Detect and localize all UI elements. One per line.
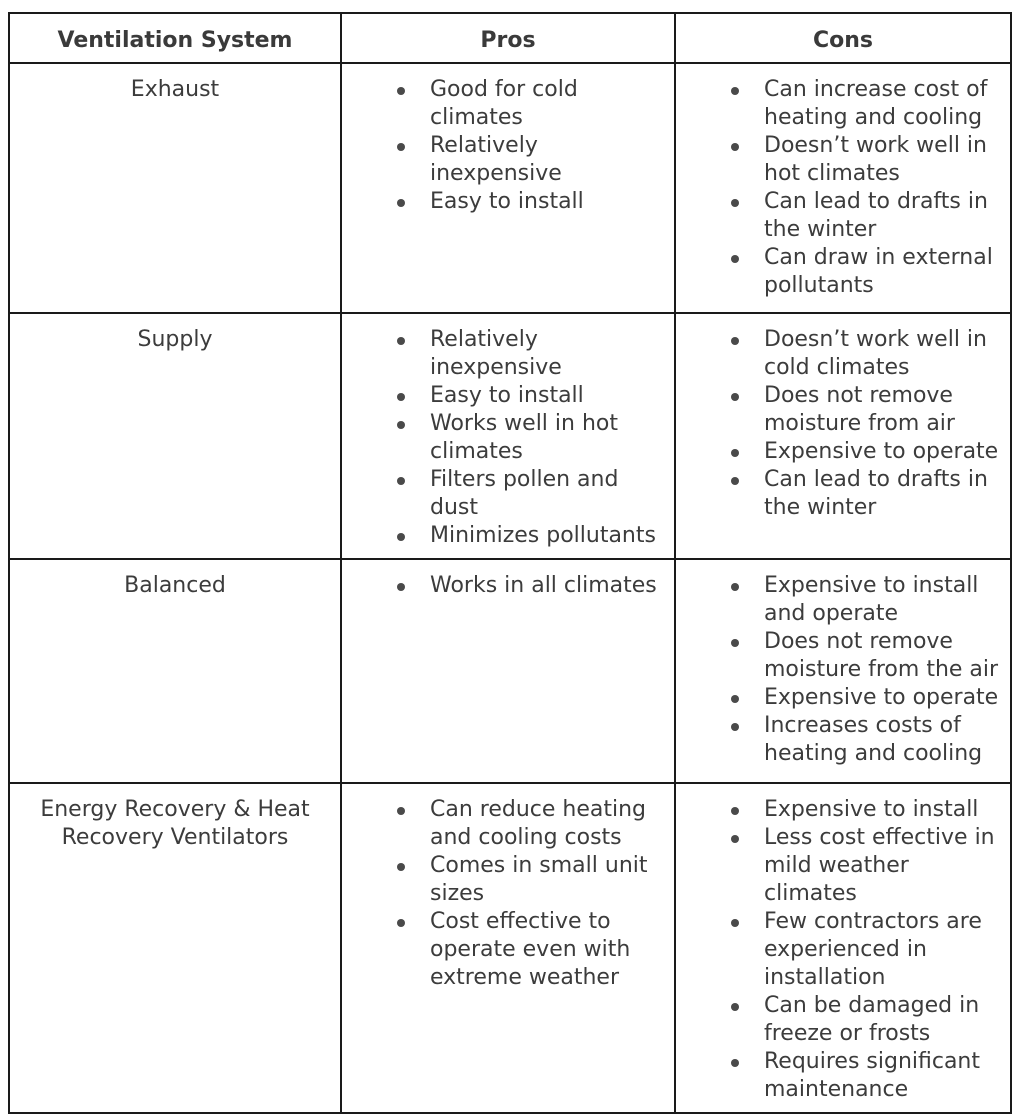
con-item (764, 382, 1006, 438)
bullet-icon (731, 199, 739, 207)
bullet-icon (397, 919, 405, 927)
bullet-icon (397, 863, 405, 871)
con-item (764, 628, 1006, 684)
list-item-text: Increases costs of heating and cooling (764, 713, 983, 766)
cons-list (676, 572, 1006, 768)
pros-cell (341, 559, 675, 783)
bullet-icon (731, 449, 739, 457)
con-item (764, 684, 1006, 712)
system-name-cell: Energy Recovery & Heat Recovery Ventilators (9, 783, 341, 1113)
list-item-text: Comes in small unit sizes (430, 853, 648, 906)
list-item-text: Can be damaged in freeze or frosts (764, 993, 980, 1046)
con-item (764, 992, 1006, 1048)
pros-cell (341, 63, 675, 313)
pro-item (430, 572, 670, 600)
cons-cell (675, 783, 1011, 1113)
pro-item (430, 76, 670, 132)
cons-list (676, 76, 1006, 300)
list-item-text: Doesn’t work well in hot climates (764, 133, 987, 186)
system-name-cell: Balanced (9, 559, 341, 783)
pro-item (430, 908, 670, 992)
list-item-text: Easy to install (430, 189, 584, 214)
list-item-text: Cost effective to operate even with extreme weather (430, 909, 631, 990)
pros-list (342, 796, 670, 992)
list-item-text: Can increase cost of heating and cooling (764, 77, 988, 130)
bullet-icon (731, 723, 739, 731)
bullet-icon (397, 199, 405, 207)
list-item-text: Less cost effective in mild weather climates (764, 825, 995, 906)
con-item (764, 132, 1006, 188)
pro-item (430, 796, 670, 852)
cons-cell (675, 63, 1011, 313)
pro-item (430, 132, 670, 188)
comparison-table-wrapper (8, 12, 1010, 1114)
bullet-icon (731, 835, 739, 843)
table-body (9, 63, 1011, 1113)
pro-item (430, 522, 670, 550)
list-item-text: Relatively inexpensive (430, 327, 562, 380)
list-item-text: Can reduce heating and cooling costs (430, 797, 647, 850)
con-item (764, 1048, 1006, 1104)
pro-item (430, 852, 670, 908)
list-item-text: Easy to install (430, 383, 584, 408)
list-item-text: Expensive to install and operate (764, 573, 979, 626)
list-item-text: Filters pollen and dust (430, 467, 619, 520)
table-row (9, 559, 1011, 783)
pros-cell (341, 783, 675, 1113)
con-item (764, 76, 1006, 132)
system-name-cell: Exhaust (9, 63, 341, 313)
header-pros: Pros (341, 13, 675, 63)
cons-cell (675, 559, 1011, 783)
bullet-icon (397, 87, 405, 95)
con-item (764, 572, 1006, 628)
cons-list (676, 796, 1006, 1104)
bullet-icon (731, 255, 739, 263)
bullet-icon (397, 393, 405, 401)
list-item-text: Works well in hot climates (430, 411, 618, 464)
bullet-icon (731, 1003, 739, 1011)
list-item-text: Minimizes pollutants (430, 523, 656, 548)
pro-item (430, 326, 670, 382)
bullet-icon (731, 337, 739, 345)
cons-cell (675, 313, 1011, 559)
table-row (9, 783, 1011, 1113)
bullet-icon (731, 919, 739, 927)
list-item-text: Relatively inexpensive (430, 133, 562, 186)
bullet-icon (731, 807, 739, 815)
pro-item (430, 382, 670, 410)
table-row (9, 313, 1011, 559)
list-item-text: Doesn’t work well in cold climates (764, 327, 987, 380)
pros-list (342, 572, 670, 600)
list-item-text: Works in all climates (430, 573, 657, 598)
con-item (764, 824, 1006, 908)
bullet-icon (731, 477, 739, 485)
bullet-icon (731, 393, 739, 401)
bullet-icon (397, 477, 405, 485)
list-item-text: Can lead to drafts in the winter (764, 189, 988, 242)
list-item-text: Does not remove moisture from the air (764, 629, 999, 682)
system-name-cell: Supply (9, 313, 341, 559)
con-item (764, 796, 1006, 824)
list-item-text: Can draw in external pollutants (764, 245, 993, 298)
list-item-text: Requires significant maintenance (764, 1049, 981, 1102)
list-item-text: Expensive to operate (764, 439, 999, 464)
list-item-text: Few contractors are experienced in installation (764, 909, 982, 990)
header-row (9, 13, 1011, 63)
bullet-icon (397, 337, 405, 345)
con-item (764, 326, 1006, 382)
list-item-text: Does not remove moisture from air (764, 383, 955, 436)
table-row (9, 63, 1011, 313)
pro-item (430, 466, 670, 522)
list-item-text: Expensive to operate (764, 685, 999, 710)
con-item (764, 908, 1006, 992)
con-item (764, 244, 1006, 300)
bullet-icon (731, 87, 739, 95)
list-item-text: Expensive to install (764, 797, 979, 822)
con-item (764, 712, 1006, 768)
bullet-icon (397, 583, 405, 591)
list-item-text: Good for cold climates (430, 77, 578, 130)
pro-item (430, 410, 670, 466)
pros-list (342, 76, 670, 216)
bullet-icon (397, 807, 405, 815)
bullet-icon (731, 1059, 739, 1067)
ventilation-comparison-table (8, 12, 1012, 1114)
header-cons: Cons (675, 13, 1011, 63)
bullet-icon (397, 143, 405, 151)
pros-cell (341, 313, 675, 559)
pros-list (342, 326, 670, 550)
header-ventilation-system: Ventilation System (9, 13, 341, 63)
bullet-icon (731, 695, 739, 703)
bullet-icon (731, 639, 739, 647)
bullet-icon (731, 583, 739, 591)
list-item-text: Can lead to drafts in the winter (764, 467, 988, 520)
bullet-icon (397, 421, 405, 429)
cons-list (676, 326, 1006, 522)
con-item (764, 438, 1006, 466)
con-item (764, 188, 1006, 244)
bullet-icon (731, 143, 739, 151)
pro-item (430, 188, 670, 216)
bullet-icon (397, 533, 405, 541)
con-item (764, 466, 1006, 522)
